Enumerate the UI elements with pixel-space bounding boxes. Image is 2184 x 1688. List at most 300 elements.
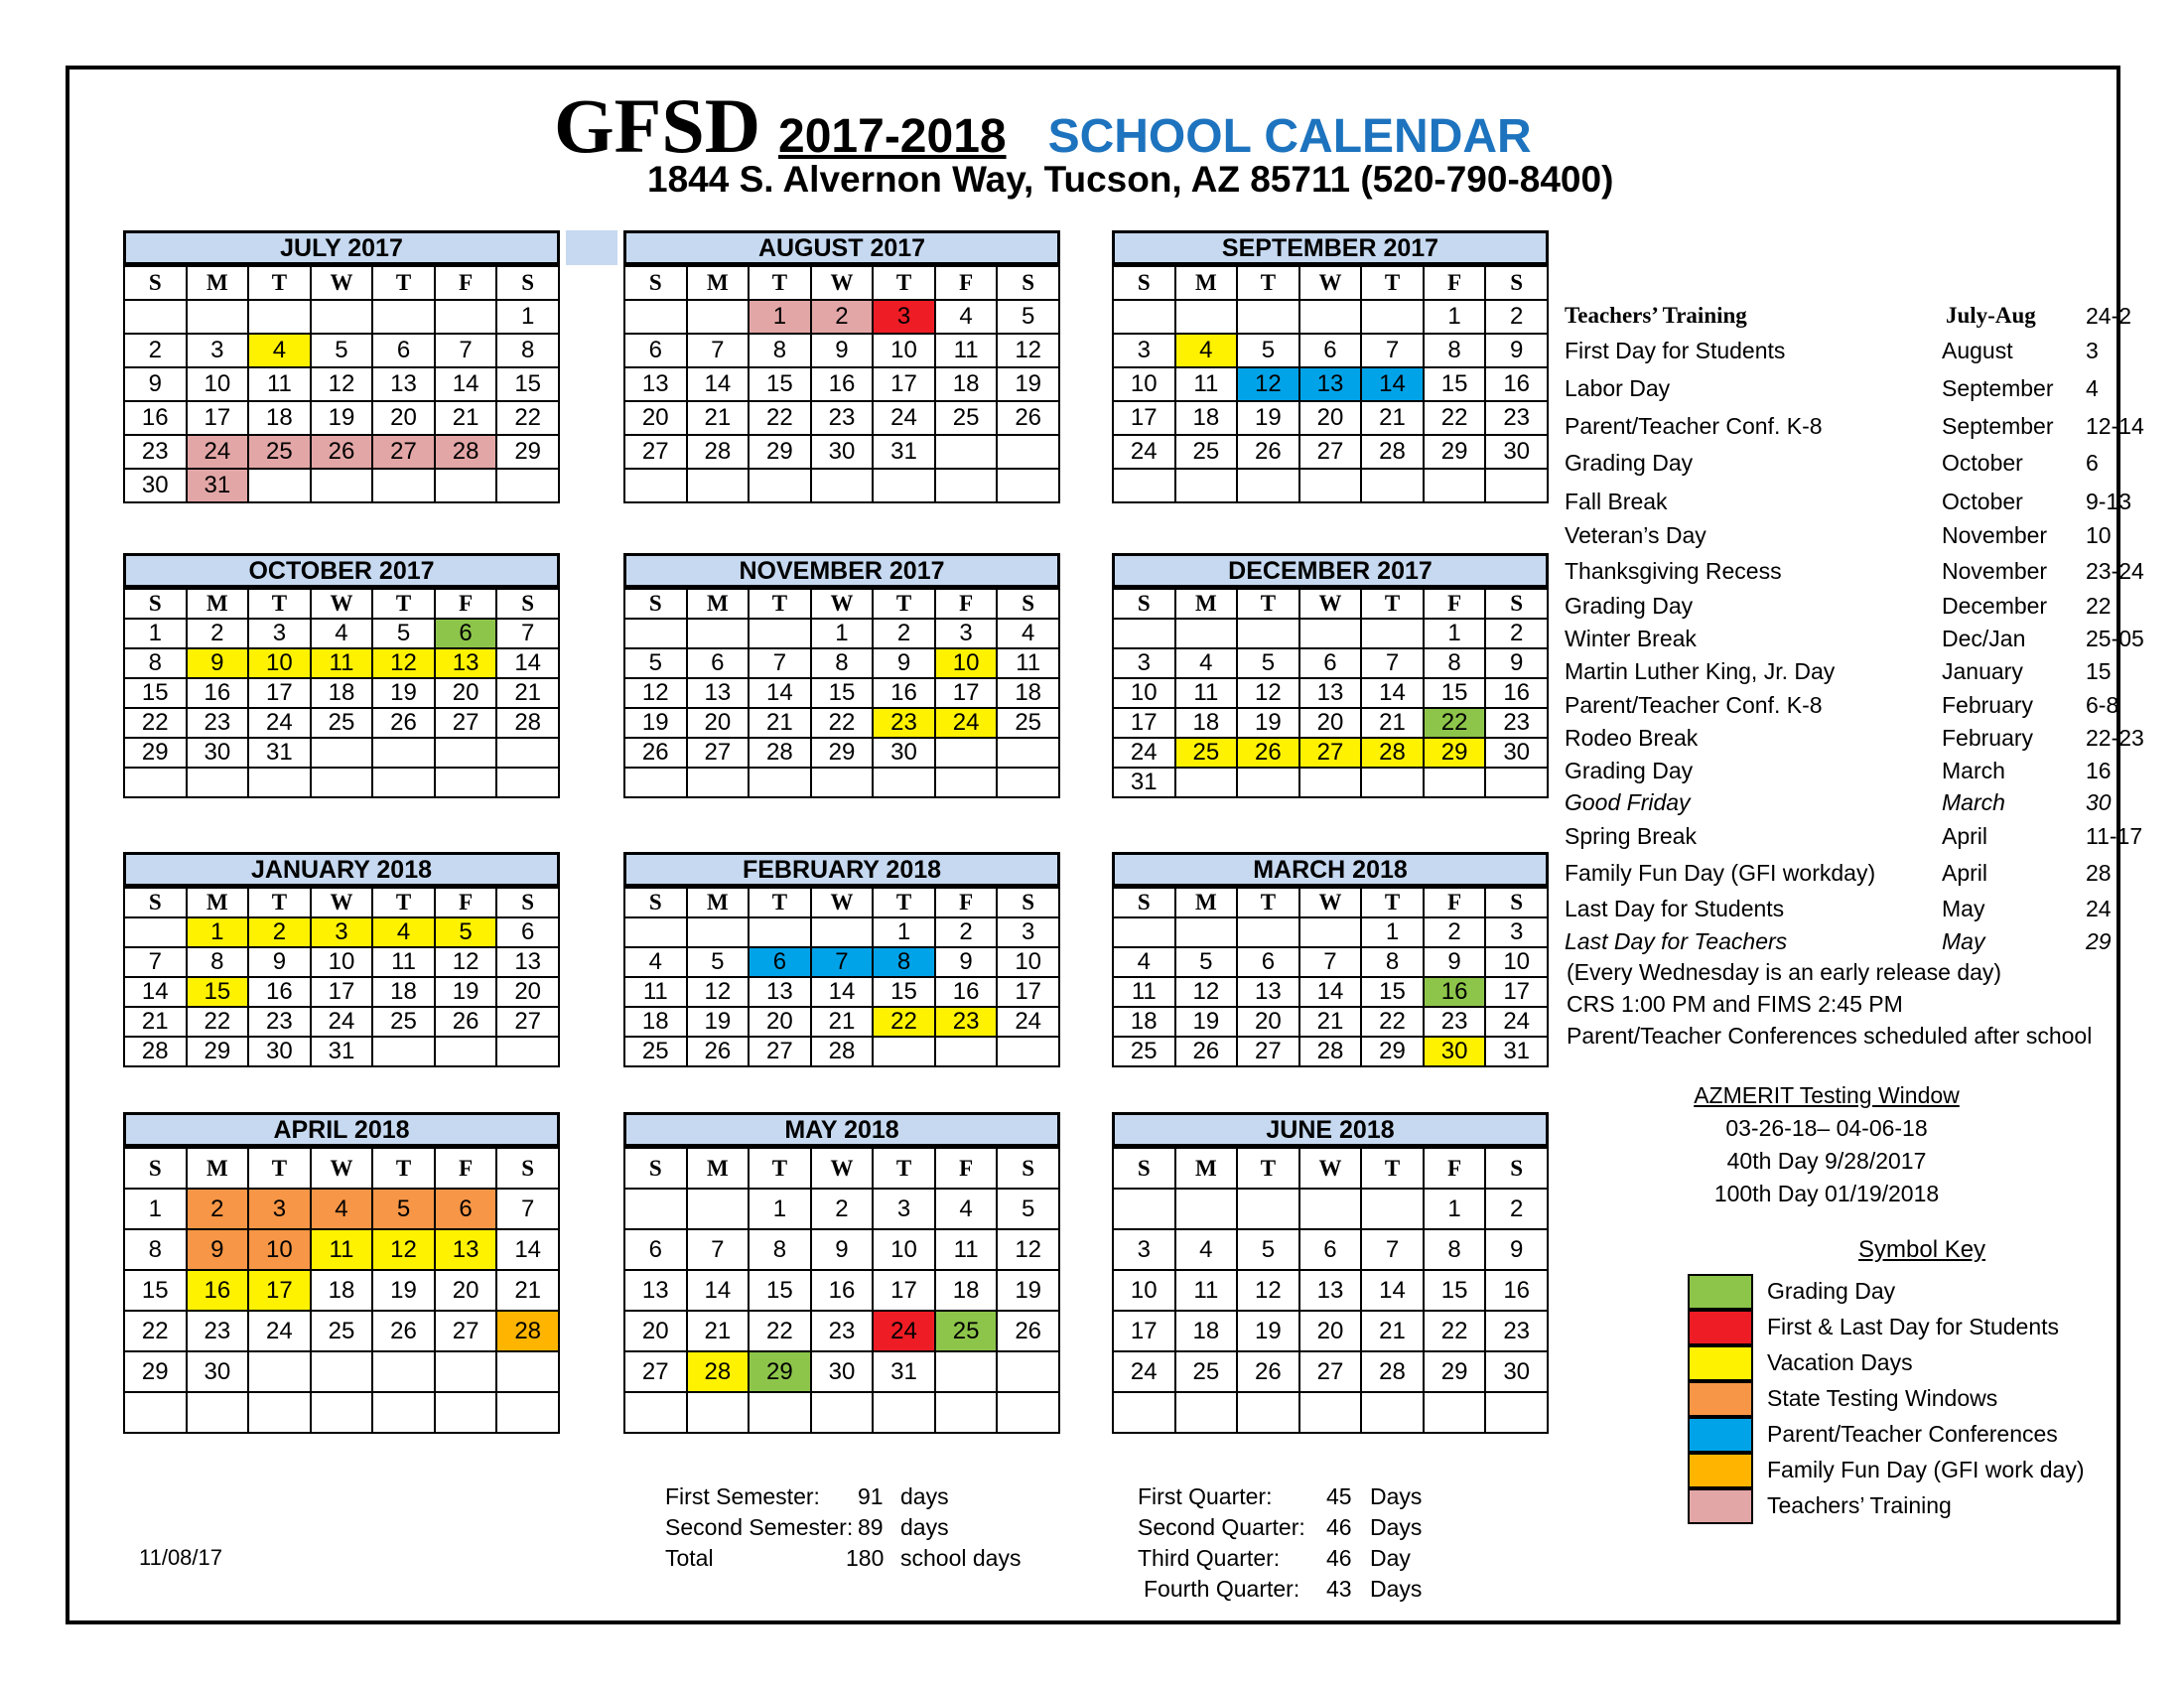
day-cell: 15	[811, 678, 874, 708]
empty-cell	[1485, 768, 1548, 797]
empty-cell	[1237, 917, 1299, 947]
day-cell: 8	[811, 648, 874, 678]
day-cell: 16	[935, 977, 998, 1007]
day-cell: 19	[997, 1270, 1059, 1311]
day-cell: 22	[1424, 1311, 1486, 1351]
day-cell: 10	[935, 648, 998, 678]
day-cell: 16	[811, 367, 874, 401]
day-cell: 27	[687, 738, 750, 768]
day-cell: 10	[248, 1229, 311, 1270]
event-month: May	[1942, 896, 1985, 921]
day-cell: 5	[1237, 334, 1299, 367]
empty-cell	[624, 768, 687, 797]
day-cell: 24	[311, 1007, 373, 1037]
empty-cell	[997, 738, 1059, 768]
event-name: Last Day for Teachers	[1565, 928, 1788, 954]
day-cell: 24	[1113, 738, 1175, 768]
day-cell: 22	[1361, 1007, 1424, 1037]
day-cell: 2	[1424, 917, 1486, 947]
empty-cell	[372, 768, 435, 797]
day-cell: 30	[187, 738, 249, 768]
weekday-header: W	[811, 1148, 874, 1189]
day-cell: 4	[935, 1189, 998, 1229]
day-cell: 15	[749, 1270, 811, 1311]
day-cell: 30	[124, 469, 187, 502]
day-cell: 30	[1424, 1037, 1486, 1066]
day-cell: 22	[749, 1311, 811, 1351]
weekday-header: T	[873, 266, 935, 300]
weekday-header: T	[248, 589, 311, 619]
day-cell: 7	[811, 947, 874, 977]
weekday-header: S	[124, 266, 187, 300]
day-cell: 17	[873, 367, 935, 401]
azmerit-info	[1648, 1082, 2005, 1213]
day-cell: 13	[624, 1270, 687, 1311]
semester-days: 180	[846, 1545, 885, 1571]
empty-cell	[1113, 1392, 1175, 1433]
day-cell: 11	[1175, 367, 1238, 401]
day-cell: 26	[687, 1037, 750, 1066]
empty-cell	[435, 1037, 497, 1066]
day-cell: 2	[811, 300, 874, 334]
empty-cell	[311, 469, 373, 502]
day-100: 100th Day 01/19/2018	[1713, 1181, 1940, 1206]
revision-date: 11/08/17	[139, 1545, 223, 1570]
day-cell: 12	[1237, 367, 1299, 401]
empty-cell	[997, 1392, 1059, 1433]
day-cell: 19	[1237, 1311, 1299, 1351]
day-cell: 28	[1361, 435, 1424, 469]
weekday-header: M	[1175, 1148, 1238, 1189]
day-cell: 20	[1299, 708, 1362, 738]
empty-cell	[873, 1037, 935, 1066]
weekday-header: S	[124, 1148, 187, 1189]
weekday-header: M	[187, 589, 249, 619]
weekday-header: S	[1485, 1148, 1548, 1189]
day-cell: 6	[1237, 947, 1299, 977]
empty-cell	[1361, 768, 1424, 797]
month-calendar	[123, 852, 560, 1067]
month-grid	[1112, 1147, 1549, 1434]
event-month: Dec/Jan	[1942, 626, 2026, 651]
day-cell: 7	[1299, 947, 1362, 977]
weekday-header: W	[311, 1148, 373, 1189]
event-month: February	[1942, 725, 2034, 751]
day-cell: 1	[1424, 619, 1486, 648]
day-cell: 25	[372, 1007, 435, 1037]
day-cell: 25	[248, 435, 311, 469]
day-cell: 13	[435, 1229, 497, 1270]
day-cell: 15	[124, 678, 187, 708]
day-cell: 12	[372, 648, 435, 678]
day-cell: 20	[435, 678, 497, 708]
event-name: Fall Break	[1565, 489, 1668, 514]
empty-cell	[749, 917, 811, 947]
day-cell: 8	[124, 648, 187, 678]
day-cell: 17	[935, 678, 998, 708]
day-cell: 14	[496, 1229, 559, 1270]
day-cell: 29	[1361, 1037, 1424, 1066]
day-cell: 26	[624, 738, 687, 768]
event-name: Parent/Teacher Conf. K-8	[1565, 692, 1823, 718]
day-cell: 4	[1175, 334, 1238, 367]
event-days: 25-05	[2086, 626, 2144, 651]
empty-cell	[687, 917, 750, 947]
day-cell: 4	[248, 334, 311, 367]
symbol-key-label: Teachers’ Training	[1767, 1492, 1952, 1518]
empty-cell	[187, 1392, 249, 1433]
quarter-label: Third Quarter:	[1138, 1545, 1281, 1571]
day-cell: 29	[124, 738, 187, 768]
day-cell: 9	[187, 1229, 249, 1270]
school-year: 2017-2018	[778, 110, 1007, 163]
color-swatch	[1688, 1381, 1753, 1417]
day-cell: 7	[749, 648, 811, 678]
day-cell: 1	[1361, 917, 1424, 947]
event-name: Spring Break	[1565, 823, 1697, 849]
day-cell: 2	[935, 917, 998, 947]
day-cell: 19	[1175, 1007, 1238, 1037]
day-cell: 15	[496, 367, 559, 401]
day-cell: 30	[248, 1037, 311, 1066]
day-cell: 10	[1113, 367, 1175, 401]
day-cell: 1	[811, 619, 874, 648]
day-cell: 18	[372, 977, 435, 1007]
day-cell: 2	[187, 619, 249, 648]
empty-cell	[687, 469, 750, 502]
quarter-label: Second Quarter:	[1138, 1514, 1305, 1540]
empty-cell	[1361, 1189, 1424, 1229]
day-cell: 10	[248, 648, 311, 678]
month-grid	[123, 1147, 560, 1434]
day-cell: 11	[624, 977, 687, 1007]
weekday-header: F	[435, 589, 497, 619]
weekday-header: S	[124, 888, 187, 917]
empty-cell	[311, 768, 373, 797]
azmerit-title: AZMERIT Testing Window	[1694, 1082, 1960, 1108]
day-cell: 16	[248, 977, 311, 1007]
day-cell: 18	[1175, 708, 1238, 738]
note-line: Parent/Teacher Conferences scheduled after school	[1567, 1023, 2093, 1049]
empty-cell	[372, 738, 435, 768]
day-cell: 4	[311, 1189, 373, 1229]
event-days: 16	[2086, 758, 2112, 783]
empty-cell	[124, 300, 187, 334]
day-cell: 23	[248, 1007, 311, 1037]
event-name: Good Friday	[1565, 789, 1691, 815]
empty-cell	[811, 469, 874, 502]
month-calendar	[623, 1112, 1060, 1434]
empty-cell	[1361, 619, 1424, 648]
day-cell: 2	[187, 1189, 249, 1229]
empty-cell	[624, 469, 687, 502]
day-cell: 7	[687, 334, 750, 367]
weekday-header: S	[624, 266, 687, 300]
day-cell: 22	[749, 401, 811, 435]
empty-cell	[187, 300, 249, 334]
day-cell: 26	[1237, 435, 1299, 469]
event-month: November	[1942, 522, 2048, 548]
event-month: January	[1942, 658, 2023, 684]
month-grid	[123, 265, 560, 503]
day-cell: 17	[873, 1270, 935, 1311]
weekday-header: T	[873, 1148, 935, 1189]
day-cell: 29	[496, 435, 559, 469]
weekday-header: T	[1237, 266, 1299, 300]
event-name: Family Fun Day (GFI workday)	[1565, 860, 1876, 886]
day-cell: 1	[1424, 300, 1486, 334]
day-cell: 25	[1175, 1351, 1238, 1392]
event-month: April	[1942, 860, 1988, 886]
day-cell: 28	[1299, 1037, 1362, 1066]
month-title: MAY 2018	[623, 1112, 1060, 1147]
month-grid	[623, 265, 1060, 503]
weekday-header: W	[311, 589, 373, 619]
month-calendar	[1112, 1112, 1549, 1434]
month-calendar	[123, 230, 560, 503]
empty-cell	[1237, 300, 1299, 334]
day-cell: 23	[124, 435, 187, 469]
day-cell: 28	[749, 738, 811, 768]
month-calendar	[123, 553, 560, 798]
color-swatch	[1688, 1274, 1753, 1310]
empty-cell	[311, 1351, 373, 1392]
day-cell: 5	[372, 619, 435, 648]
semester-days: 91	[858, 1483, 884, 1509]
day-cell: 20	[372, 401, 435, 435]
day-cell: 16	[811, 1270, 874, 1311]
day-cell: 7	[124, 947, 187, 977]
event-name: First Day for Students	[1565, 338, 1786, 363]
day-cell: 22	[124, 1311, 187, 1351]
empty-cell	[1113, 469, 1175, 502]
color-swatch	[1688, 1488, 1753, 1524]
empty-cell	[435, 469, 497, 502]
day-cell: 26	[372, 708, 435, 738]
day-cell: 5	[997, 300, 1059, 334]
empty-cell	[248, 768, 311, 797]
event-month: March	[1942, 789, 2005, 815]
quarter-days: 45	[1326, 1483, 1352, 1509]
day-cell: 20	[624, 1311, 687, 1351]
empty-cell	[935, 1037, 998, 1066]
weekday-header: W	[311, 888, 373, 917]
day-cell: 26	[1237, 738, 1299, 768]
day-cell: 14	[749, 678, 811, 708]
day-cell: 14	[1361, 367, 1424, 401]
day-cell: 18	[1175, 401, 1238, 435]
day-cell: 28	[687, 1351, 750, 1392]
weekday-header: S	[496, 266, 559, 300]
weekday-header: T	[749, 1148, 811, 1189]
month-grid	[623, 887, 1060, 1067]
weekday-header: T	[749, 266, 811, 300]
day-cell: 19	[311, 401, 373, 435]
event-name: Parent/Teacher Conf. K-8	[1565, 413, 1823, 439]
day-cell: 17	[248, 678, 311, 708]
day-cell: 4	[372, 917, 435, 947]
empty-cell	[1175, 1189, 1238, 1229]
day-cell: 18	[935, 367, 998, 401]
symbol-key-label: First & Last Day for Students	[1767, 1314, 2060, 1339]
empty-cell	[997, 1037, 1059, 1066]
event-month: July-Aug	[1946, 303, 2036, 328]
day-cell: 1	[187, 917, 249, 947]
weekday-header: S	[997, 1148, 1059, 1189]
day-cell: 8	[1424, 1229, 1486, 1270]
day-cell: 13	[1299, 367, 1362, 401]
day-cell: 20	[496, 977, 559, 1007]
day-cell: 14	[1361, 678, 1424, 708]
event-days: 28	[2086, 860, 2112, 886]
day-cell: 7	[687, 1229, 750, 1270]
day-cell: 17	[248, 1270, 311, 1311]
day-cell: 4	[624, 947, 687, 977]
event-month: September	[1942, 375, 2054, 401]
event-days: 4	[2086, 375, 2099, 401]
day-cell: 1	[873, 917, 935, 947]
empty-cell	[1299, 1392, 1362, 1433]
day-cell: 22	[496, 401, 559, 435]
weekday-header: M	[187, 1148, 249, 1189]
event-days: 9-13	[2086, 489, 2132, 514]
quarter-unit: Day	[1370, 1545, 1411, 1571]
weekday-header: S	[1485, 888, 1548, 917]
day-cell: 16	[873, 678, 935, 708]
weekday-header: W	[1299, 888, 1362, 917]
weekday-header: T	[749, 888, 811, 917]
event-name: Martin Luther King, Jr. Day	[1565, 658, 1836, 684]
day-cell: 4	[997, 619, 1059, 648]
day-cell: 3	[187, 334, 249, 367]
day-cell: 25	[311, 708, 373, 738]
day-cell: 19	[687, 1007, 750, 1037]
day-cell: 11	[1175, 678, 1238, 708]
empty-cell	[811, 1392, 874, 1433]
weekday-header: M	[687, 266, 750, 300]
day-cell: 3	[1113, 334, 1175, 367]
symbol-key-title: Symbol Key	[1858, 1236, 1986, 1263]
event-month: September	[1942, 413, 2054, 439]
day-cell: 25	[624, 1037, 687, 1066]
day-cell: 19	[624, 708, 687, 738]
month-calendar	[1112, 553, 1549, 798]
weekday-header: S	[496, 1148, 559, 1189]
day-cell: 29	[749, 435, 811, 469]
empty-cell	[435, 300, 497, 334]
day-cell: 24	[248, 1311, 311, 1351]
day-cell: 18	[311, 678, 373, 708]
note-line: CRS 1:00 PM and FIMS 2:45 PM	[1567, 991, 1903, 1017]
empty-cell	[1175, 469, 1238, 502]
weekday-header: T	[1361, 888, 1424, 917]
day-cell: 6	[749, 947, 811, 977]
weekday-header: F	[435, 888, 497, 917]
day-cell: 14	[124, 977, 187, 1007]
event-month: February	[1942, 692, 2034, 718]
day-cell: 10	[873, 1229, 935, 1270]
weekday-header: T	[372, 1148, 435, 1189]
day-cell: 29	[811, 738, 874, 768]
quarter-label: Fourth Quarter:	[1144, 1576, 1300, 1602]
day-cell: 28	[496, 708, 559, 738]
weekday-header: W	[1299, 266, 1362, 300]
day-cell: 30	[1485, 435, 1548, 469]
empty-cell	[1237, 1392, 1299, 1433]
empty-cell	[749, 619, 811, 648]
day-cell: 15	[1424, 1270, 1486, 1311]
weekday-header: T	[1361, 266, 1424, 300]
month-grid	[1112, 887, 1549, 1067]
azmerit-dates: 03-26-18– 04-06-18	[1725, 1115, 1928, 1141]
empty-cell	[1299, 619, 1362, 648]
empty-cell	[372, 1037, 435, 1066]
day-cell: 21	[687, 401, 750, 435]
day-cell: 27	[624, 1351, 687, 1392]
day-cell: 8	[749, 1229, 811, 1270]
day-cell: 20	[1237, 1007, 1299, 1037]
weekday-header: W	[1299, 589, 1362, 619]
day-cell: 5	[624, 648, 687, 678]
empty-cell	[1237, 768, 1299, 797]
day-cell: 4	[311, 619, 373, 648]
month-calendar	[1112, 230, 1549, 503]
event-name: Thanksgiving Recess	[1565, 558, 1782, 584]
empty-cell	[624, 1189, 687, 1229]
day-cell: 22	[811, 708, 874, 738]
weekday-header: F	[935, 888, 998, 917]
day-cell: 25	[1175, 738, 1238, 768]
day-cell: 18	[311, 1270, 373, 1311]
event-name: Winter Break	[1565, 626, 1697, 651]
empty-cell	[435, 1392, 497, 1433]
empty-cell	[1299, 917, 1362, 947]
empty-cell	[935, 469, 998, 502]
event-month: May	[1942, 928, 1985, 954]
empty-cell	[248, 469, 311, 502]
day-cell: 23	[1485, 708, 1548, 738]
month-grid	[123, 887, 560, 1067]
weekday-header: T	[1361, 589, 1424, 619]
empty-cell	[1485, 469, 1548, 502]
month-title: FEBRUARY 2018	[623, 852, 1060, 887]
day-cell: 11	[311, 1229, 373, 1270]
month-title: SEPTEMBER 2017	[1112, 230, 1549, 265]
day-cell: 7	[435, 334, 497, 367]
empty-cell	[935, 738, 998, 768]
day-cell: 18	[624, 1007, 687, 1037]
empty-cell	[311, 1392, 373, 1433]
month-title: JULY 2017	[123, 230, 560, 265]
empty-cell	[435, 738, 497, 768]
day-cell: 26	[435, 1007, 497, 1037]
color-swatch	[1688, 1345, 1753, 1381]
day-cell: 16	[124, 401, 187, 435]
day-cell: 23	[811, 401, 874, 435]
day-cell: 28	[496, 1311, 559, 1351]
day-cell: 29	[187, 1037, 249, 1066]
day-cell: 6	[624, 1229, 687, 1270]
day-cell: 16	[1485, 678, 1548, 708]
semester-unit: days	[900, 1514, 949, 1540]
event-name: Teachers’ Training	[1565, 303, 1747, 328]
day-cell: 9	[1485, 334, 1548, 367]
day-cell: 18	[1175, 1311, 1238, 1351]
day-cell: 8	[187, 947, 249, 977]
empty-cell	[873, 1392, 935, 1433]
day-cell: 6	[435, 619, 497, 648]
day-cell: 27	[1299, 738, 1362, 768]
